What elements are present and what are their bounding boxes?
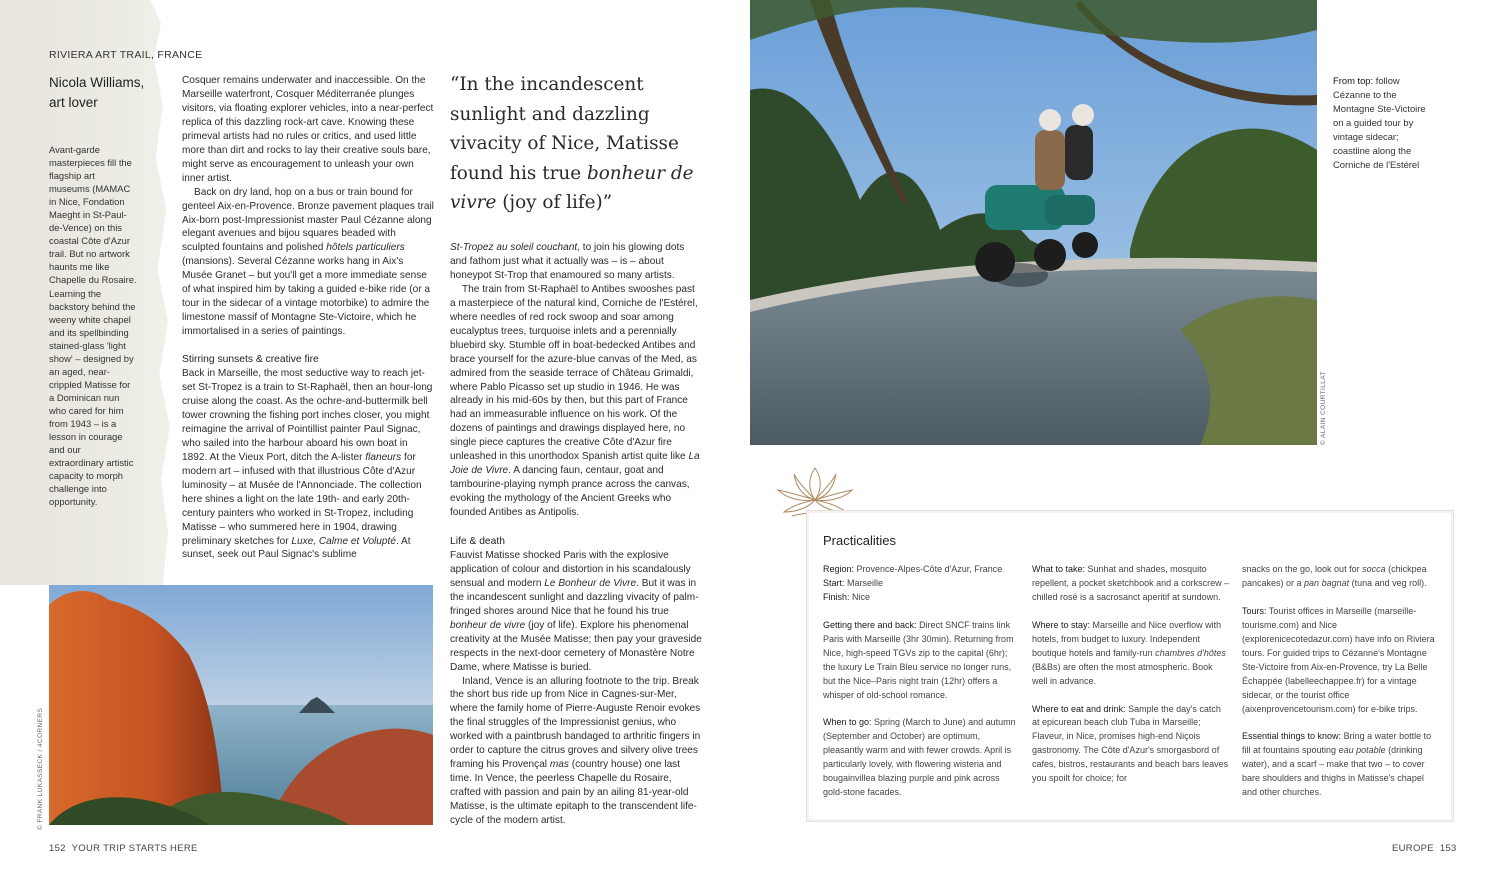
article-paragraph: Back in Marseille, the most seductive way to reach jet-set St-Tropez is a train to St-Raphaël, then an hour-long cruise along the coast. As the ochre-and-buttermilk bell tower crowning the fishing port inches closer, you might reimagine the arrival of Pointillist painter Paul Signac, who sailed into the harbour aboard his own boat in 1892. At the Vieux Port, ditch the A-lister flaneurs for modern art – infused with that illustrious Côte d'Azur luminosity – at Musée de l'Annonciade. The collection here shines a light on the late 19th- and early 20th-century painters who worked in St-Tropez, including Matisse – who summered here in 1904, drawing preliminary sketches for Luxe, Calme et Volupté. At sunset, seek out Paul Signac's sublime [182,368,433,561]
section-kicker: RIVIERA ART TRAIL, FRANCE [49,49,203,61]
practicalities-item: What to take: Sunhat and shades, mosquito repellent, a pocket sketchbook and a corkscrew – chilled rosé is a sacrosanct aperitif at sundown. [1032,564,1230,602]
section-heading: Life & death [450,536,505,547]
article-paragraph: Inland, Vence is an alluring footnote to the trip. Break the short bus ride up from Nice in Cagnes-sur-Mer, where the family home of Pierre-Auguste Renoir evokes the final struggles of the Impressionist genius, who worked with a paintbrush bandaged to arthritic fingers in order to capture the citrus groves and silvery olive trees framing his Provençal mas (country house) one last time. In Vence, the peerless Chapelle du Rosaire, crafted with passion and pain by an ailing 81-year-old Matisse, is the ultimate epitaph to the transcendent life-cycle of the modern artist. [450,675,701,827]
practicalities-column-2 [1032,563,1230,800]
author-byline [49,73,159,112]
article-column-1 [182,74,434,562]
coastline-photo [49,585,433,825]
article-paragraph: The train from St-Raphaël to Antibes swooshes past a masterpiece of the natural kind, Corniche de l'Estérel, where needles of red rock swoop and soar among eucalyptus trees, turquoise inlets and a perennially bluebird sky. Stumble off in boat-bedecked Antibes and brace yourself for the azure-blue canvas of the Med, as admired from the seaside terrace of Château Grimaldi, where Pablo Picasso set up studio in 1946. He was already in his mid-60s by then, but this part of France had an immeasurable influence on his work. Of the dozens of paintings and drawings displayed here, no single piece captures the creative Côte d'Azur fire unleashed in this unorthodox Spanish artist quite like La Joie de Vivre. A dancing faun, centaur, goat and tambourine-playing nymph prance across the canvas, evoking the mythology of the Ancient Greeks who founded Antibes as Antipolis. [450,283,700,519]
practicalities-item: Region: Provence-Alpes-Côte d'Azur, France Start: Marseille Finish: Nice [823,564,1003,602]
practicalities-column-1 [823,563,1021,814]
section-heading: Stirring sunsets & creative fire [182,354,319,366]
footer-left [49,843,198,854]
author-intro-text: Avant-garde masterpieces fill the flagship art museums (MAMAC in Nice, Fondation Maeght in St-Paul-de-Vence) on this coastal Côte d'Azur trail. But no artwork haunts me like Chapelle du Rosaire. Learning the backstory behind the weeny white chapel and its spellbinding stained-glass 'light show' – designed by an aged, near-crippled Matisse for a Dominican nun who cared for him from 1943 – is a lesson in courage and our extraordinary artistic capacity to morph challenge into opportunity. [49,144,137,508]
practicalities-item: Where to eat and drink: Sample the day's catch at epicurean beach club Tuba in Marseille; Flaveur, in Nice, promises high-end Niçois gastronomy. The Côte d'Azur's smorgasbord of cafes, bistros, restaurants and beach bars leaves you spoilt for choice; for [1032,703,1229,784]
article-paragraph: Back on dry land, hop on a bus or train bound for genteel Aix-en-Provence. Bronze pavement plaques trail Aix-born post-Impressionist master Paul Cézanne along elegant avenues and bijou squares beaded with sculpted fountains and polished hôtels particuliers (mansions). Several Cézanne works hang in Aix's Musée Granet – but you'll get a more immediate sense of what inspired him by taking a guided e-bike ride (or a tour in the sidecar of a vintage motorbike) to admire the limestone massif of Montagne Ste-Victoire, which he immortalised in a series of paintings. [182,186,434,338]
photo-caption: From top: follow Cézanne to the Montagne Ste-Victoire on a guided tour by vintage sidecar; coastline along the Corniche de l'Estérel [1333,75,1426,170]
footer-left-label: YOUR TRIP STARTS HERE [71,843,198,854]
practicalities-item: Getting there and back: Direct SNCF trains link Paris with Marseille (3hr 30min). Returning from Nice, high-speed TGVs zip to the capital (6hr); the luxury Le Train Bleu service no longer runs, but the Nice–Paris night train (12hr) offers a whisper of old-school romance. [823,619,1014,700]
practicalities-item: Where to stay: Marseille and Nice overflow with hotels, from budget to luxury. Independent boutique hotels and family-run chambres d'hôtes (B&Bs) are often the most atmospheric. Book well in advance. [1032,619,1226,686]
page-number-left: 152 [49,843,66,854]
photo-credit-sea: © FRANK LUKASSECK / 4CORNERS [37,707,44,830]
photo-credit-sidecar: © ALAIN COURTILLAT [1320,371,1327,445]
practicalities-item: Essential things to know: Bring a water bottle to fill at fountains spouting eau potable (drinking water), and a scarf – make that two – to cover bare shoulders and thighs in Matisse's chapel and other churches. [1242,731,1432,798]
coastline-illustration [49,585,433,825]
author-name: Nicola Williams, [49,75,145,90]
practicalities-item: snacks on the go, look out for socca (chickpea pancakes) or a pan bagnat (tuna and veg roll). [1242,564,1427,588]
footer-right-label: EUROPE [1392,843,1434,854]
article-column-2 [450,241,702,520]
pull-quote: “In the incandescent sunlight and dazzling vivacity of Nice, Matisse found his true bonheur de vivre (joy of life)” [450,74,694,213]
sidecar-illustration [750,0,1317,445]
practicalities-item: When to go: Spring (March to June) and autumn (September and October) are optimum, pleasantly warm and with fewer crowds. April is particularly lovely, with flowering wisteria and bougainvillea blazing purple and pink across gold-stone facades. [823,717,1016,798]
article-paragraph: Cosquer remains underwater and inaccessible. On the Marseille waterfront, Cosquer Méditerranée plunges visitors, via floating explorer vehicles, into a near-perfect replica of this dazzling rock-art cave. Knowing these primeval artists had no rules or critics, and used little more than dirt and rocks to lay their creative souls bare, might serve as encouragement to unleash your own inner artist. [182,75,434,184]
article-paragraph: St-Tropez au soleil couchant, to join his glowing dots and fathom just what it actually was – is – about honeypot St-Trop that enamoured so many artists. [450,242,685,281]
article-paragraph: Fauvist Matisse shocked Paris with the explosive application of colour and distortion in his scandalously sensual and modern Le Bonheur de Vivre. But it was in the incandescent sunlight and dazzling vivacity of palm-fringed shores around Nice that he found his true bonheur de vivre (joy of life). Explore his phenomenal creativity at the Musée Matisse; then pay your graveside respects in the next-door cemetery of Monastère Notre Dame, where Matisse is buried. [450,549,702,673]
sidecar-tour-photo [750,0,1317,445]
practicalities-column-3 [1242,563,1440,814]
practicalities-title: Practicalities [823,533,896,548]
page-number-right: 153 [1439,843,1457,854]
author-role: art lover [49,94,98,110]
practicalities-item: Tours: Tourist offices in Marseille (marseille-tourisme.com) and Nice (explorenicecotedazur.com) have info on Riviera tours. For guided trips to Cézanne's Montagne Ste-Victoire from Aix-en-Provence, try La Belle Échappée (labelleechappee.fr) for a vintage sidecar, or the tourist office (aixenprovencetourism.com) for e-bike trips. [1242,605,1435,714]
article-column-3 [450,535,702,828]
footer-right [1392,843,1457,854]
